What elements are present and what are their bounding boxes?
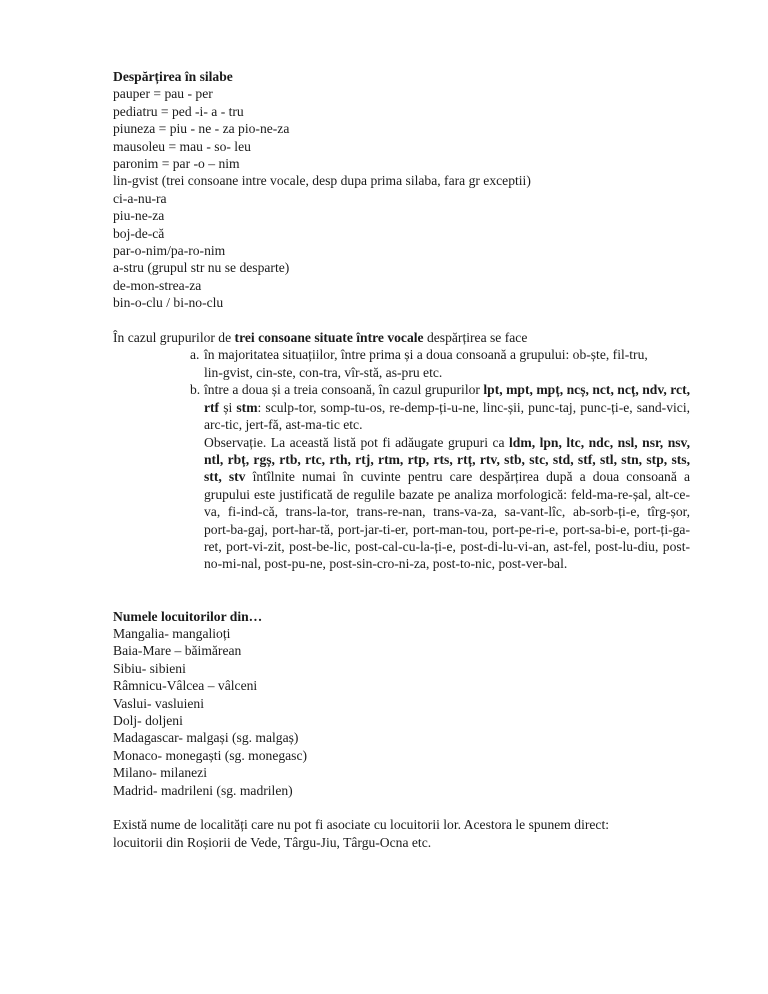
inhabitants-list — [113, 625, 703, 799]
consonant-groups: ldm, lpn, ltc, ndc, nsl, nsr, nsv, ntl, rbț, rgș, rtb, rtc, rth, rtj, rtm, rtp, rts, rtț, rtv, stb, stc, std, stf, stl, stn, stp, sts, stt, stv — [204, 434, 691, 485]
syllable-example: piuneza = piu - ne - za pio-ne-za — [113, 121, 290, 137]
inhabitant-entry: Baia-Mare – băimărean — [113, 643, 242, 659]
consonant-groups: stm — [236, 399, 258, 415]
section-title-syllables: Despărțirea în silabe — [113, 69, 233, 84]
syllable-example: par-o-nim/pa-ro-nim — [113, 243, 226, 259]
observation-intro: Observație. La această listă pot fi adăugate grupuri ca — [204, 434, 510, 450]
inhabitant-entry: Râmnicu-Vâlcea – vâlceni — [113, 678, 258, 694]
rule-intro-text: În cazul grupurilor de — [113, 330, 235, 346]
rule-item-b-intro: între a doua și a treia consoană, în cazul grupurilor — [204, 382, 484, 398]
conjunction: și — [219, 399, 237, 415]
inhabitant-entry: Sibiu- sibieni — [113, 660, 186, 676]
inhabitant-entry: Dolj- doljeni — [113, 713, 183, 728]
observation-examples: întîlnite numai în cuvinte pentru care despărțirea după a doua consoană a grupului este justificată de regulile bazate pe analiza morfologică: feld-ma-re-șal, alt-ce-va, fi-ind-că, trans-la-tor, trans-re-nan, trans-va-za, sa-vant-lîc, ab-sorb-ți-e, tîrg-șor, port-ba-gaj, port-har-tă, port-jar-ti-er, port-man-tou, port-pe-ri-e, port-sa-bi-e, port-ți-ga-ret, port-vi-zit, post-be-lic, post-cal-cu-la-ți-e, post-di-lu-vi-an, ast-fel, post-lu-diu, post-no-mi-nal, post-pu-ne, post-sin-cro-ni-za, post-to-nic, post-ver-bal. — [204, 469, 690, 572]
inhabitant-entry: Mangalia- mangalioți — [113, 625, 231, 641]
syllable-example: lin-gvist (trei consoane intre vocale, desp dupa prima silaba, fara gr exceptii) — [113, 173, 531, 189]
rule-intro-emphasis: trei consoane situate între vocale — [234, 330, 424, 346]
syllable-example: paronim = par -o – nim — [113, 156, 240, 172]
syllable-example: piu-ne-za — [113, 208, 165, 224]
syllable-examples-list — [113, 85, 703, 311]
rule-item-a-line: în majoritatea situațiilor, între prima și a doua consoană a grupului: ob-ște, fil-tru, — [204, 347, 648, 363]
rule-item-a-line: lin-gvist, cin-ste, con-tra, vîr-stă, as-pru etc. — [204, 364, 443, 380]
rule-list — [190, 346, 690, 572]
inhabitant-entry: Madrid- madrileni (sg. madrilen) — [113, 782, 293, 798]
syllable-example: pediatru = ped -i- a - tru — [113, 103, 244, 119]
closing-paragraph-line: Există nume de localități care nu pot fi asociate cu locuitorii lor. Acestora le spunem direct: — [113, 817, 610, 833]
rule-intro-text-end: despărțirea se face — [423, 330, 528, 346]
consonant-groups: lpt, mpt, mpț, ncș, nct, ncț, ndv, rct, rtf — [204, 382, 690, 415]
syllable-example: a-stru (grupul str nu se desparte) — [113, 260, 290, 276]
section-title-inhabitants: Numele locuitorilor din… — [113, 608, 263, 624]
rule-intro — [113, 329, 703, 346]
observation-paragraph — [204, 434, 690, 573]
inhabitant-entry: Madagascar- malgași (sg. malgaș) — [113, 730, 299, 746]
syllable-example: boj-de-că — [113, 225, 165, 241]
document-page — [113, 68, 703, 851]
list-marker-a: a. — [190, 347, 200, 363]
rule-item-b-examples: : sculp-tor, somp-tu-os, re-demp-ți-u-ne, linc-șii, punc-taj, punc-ți-e, sand-vici, arc-tic, jert-fă, ast-ma-tic etc. — [204, 399, 690, 433]
rule-item-b-text — [204, 381, 690, 433]
syllable-example: pauper = pau - per — [113, 86, 213, 102]
syllable-example: de-mon-strea-za — [113, 277, 202, 293]
rule-item-b — [190, 381, 690, 572]
inhabitant-entry: Monaco- monegaști (sg. monegasc) — [113, 747, 308, 763]
list-marker-b: b. — [190, 382, 201, 398]
inhabitant-entry: Milano- milanezi — [113, 765, 207, 781]
syllable-example: bin-o-clu / bi-no-clu — [113, 295, 224, 311]
inhabitant-entry: Vaslui- vasluieni — [113, 695, 204, 711]
syllable-example: ci-a-nu-ra — [113, 190, 167, 206]
syllable-example: mausoleu = mau - so- leu — [113, 138, 251, 154]
closing-paragraph-line: locuitorii din Roșiorii de Vede, Târgu-Jiu, Târgu-Ocna etc. — [113, 834, 432, 850]
rule-item-a — [190, 346, 690, 381]
